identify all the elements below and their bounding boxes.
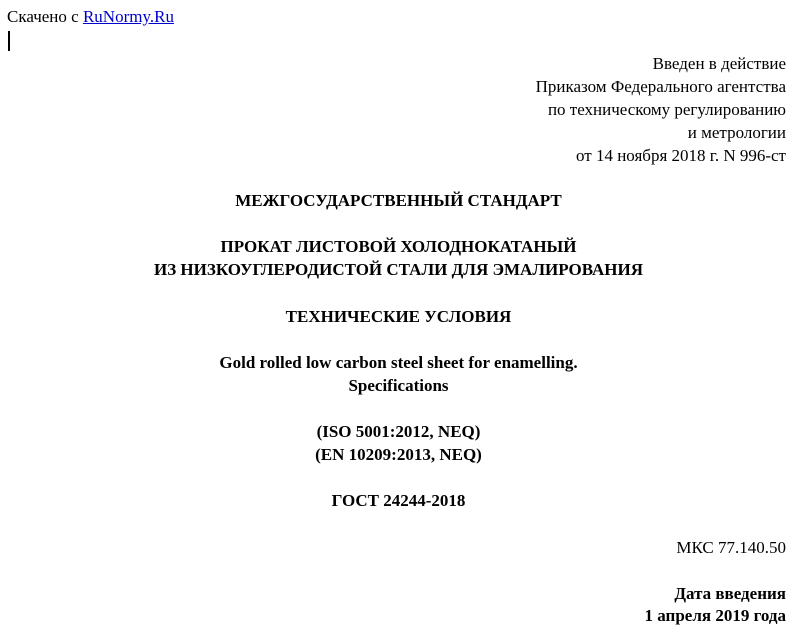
intro-date-value: 1 апреля 2019 года xyxy=(644,606,786,625)
standard-subtitle: ТЕХНИЧЕСКИЕ УСЛОВИЯ xyxy=(285,307,512,326)
standard-type-heading: МЕЖГОСУДАРСТВЕННЫЙ СТАНДАРТ xyxy=(235,191,562,210)
intro-date-label: Дата введения xyxy=(674,584,786,603)
intro-line-4: и метрологии xyxy=(687,123,786,142)
download-prefix: Скачено с xyxy=(7,7,83,26)
en-reference: (EN 10209:2013, NEQ) xyxy=(315,445,482,464)
mks-code: МКС 77.140.50 xyxy=(676,538,786,557)
standard-title-line-1: ПРОКАТ ЛИСТОВОЙ ХОЛОДНОКАТАНЫЙ xyxy=(220,237,577,256)
intro-line-3: по техническому регулированию xyxy=(547,100,786,119)
intro-line-1: Введен в действие xyxy=(652,54,786,73)
intro-line-5: от 14 ноября 2018 г. N 996-ст xyxy=(576,146,786,165)
iso-reference: (ISO 5001:2012, NEQ) xyxy=(316,422,481,441)
english-title-line-1: Gold rolled low carbon steel sheet for enamelling. xyxy=(219,353,578,372)
introduction-notice xyxy=(536,52,786,167)
intro-line-2: Приказом Федерального агентства xyxy=(535,77,786,96)
english-title-line-2: Specifications xyxy=(348,376,449,395)
text-cursor xyxy=(8,31,10,51)
standard-title-line-2: ИЗ НИЗКОУГЛЕРОДИСТОЙ СТАЛИ ДЛЯ ЭМАЛИРОВАНИЯ xyxy=(153,260,644,279)
download-source-line xyxy=(7,7,174,27)
runormy-link[interactable]: RuNormy.Ru xyxy=(82,7,174,26)
gost-number: ГОСТ 24244-2018 xyxy=(331,491,466,510)
